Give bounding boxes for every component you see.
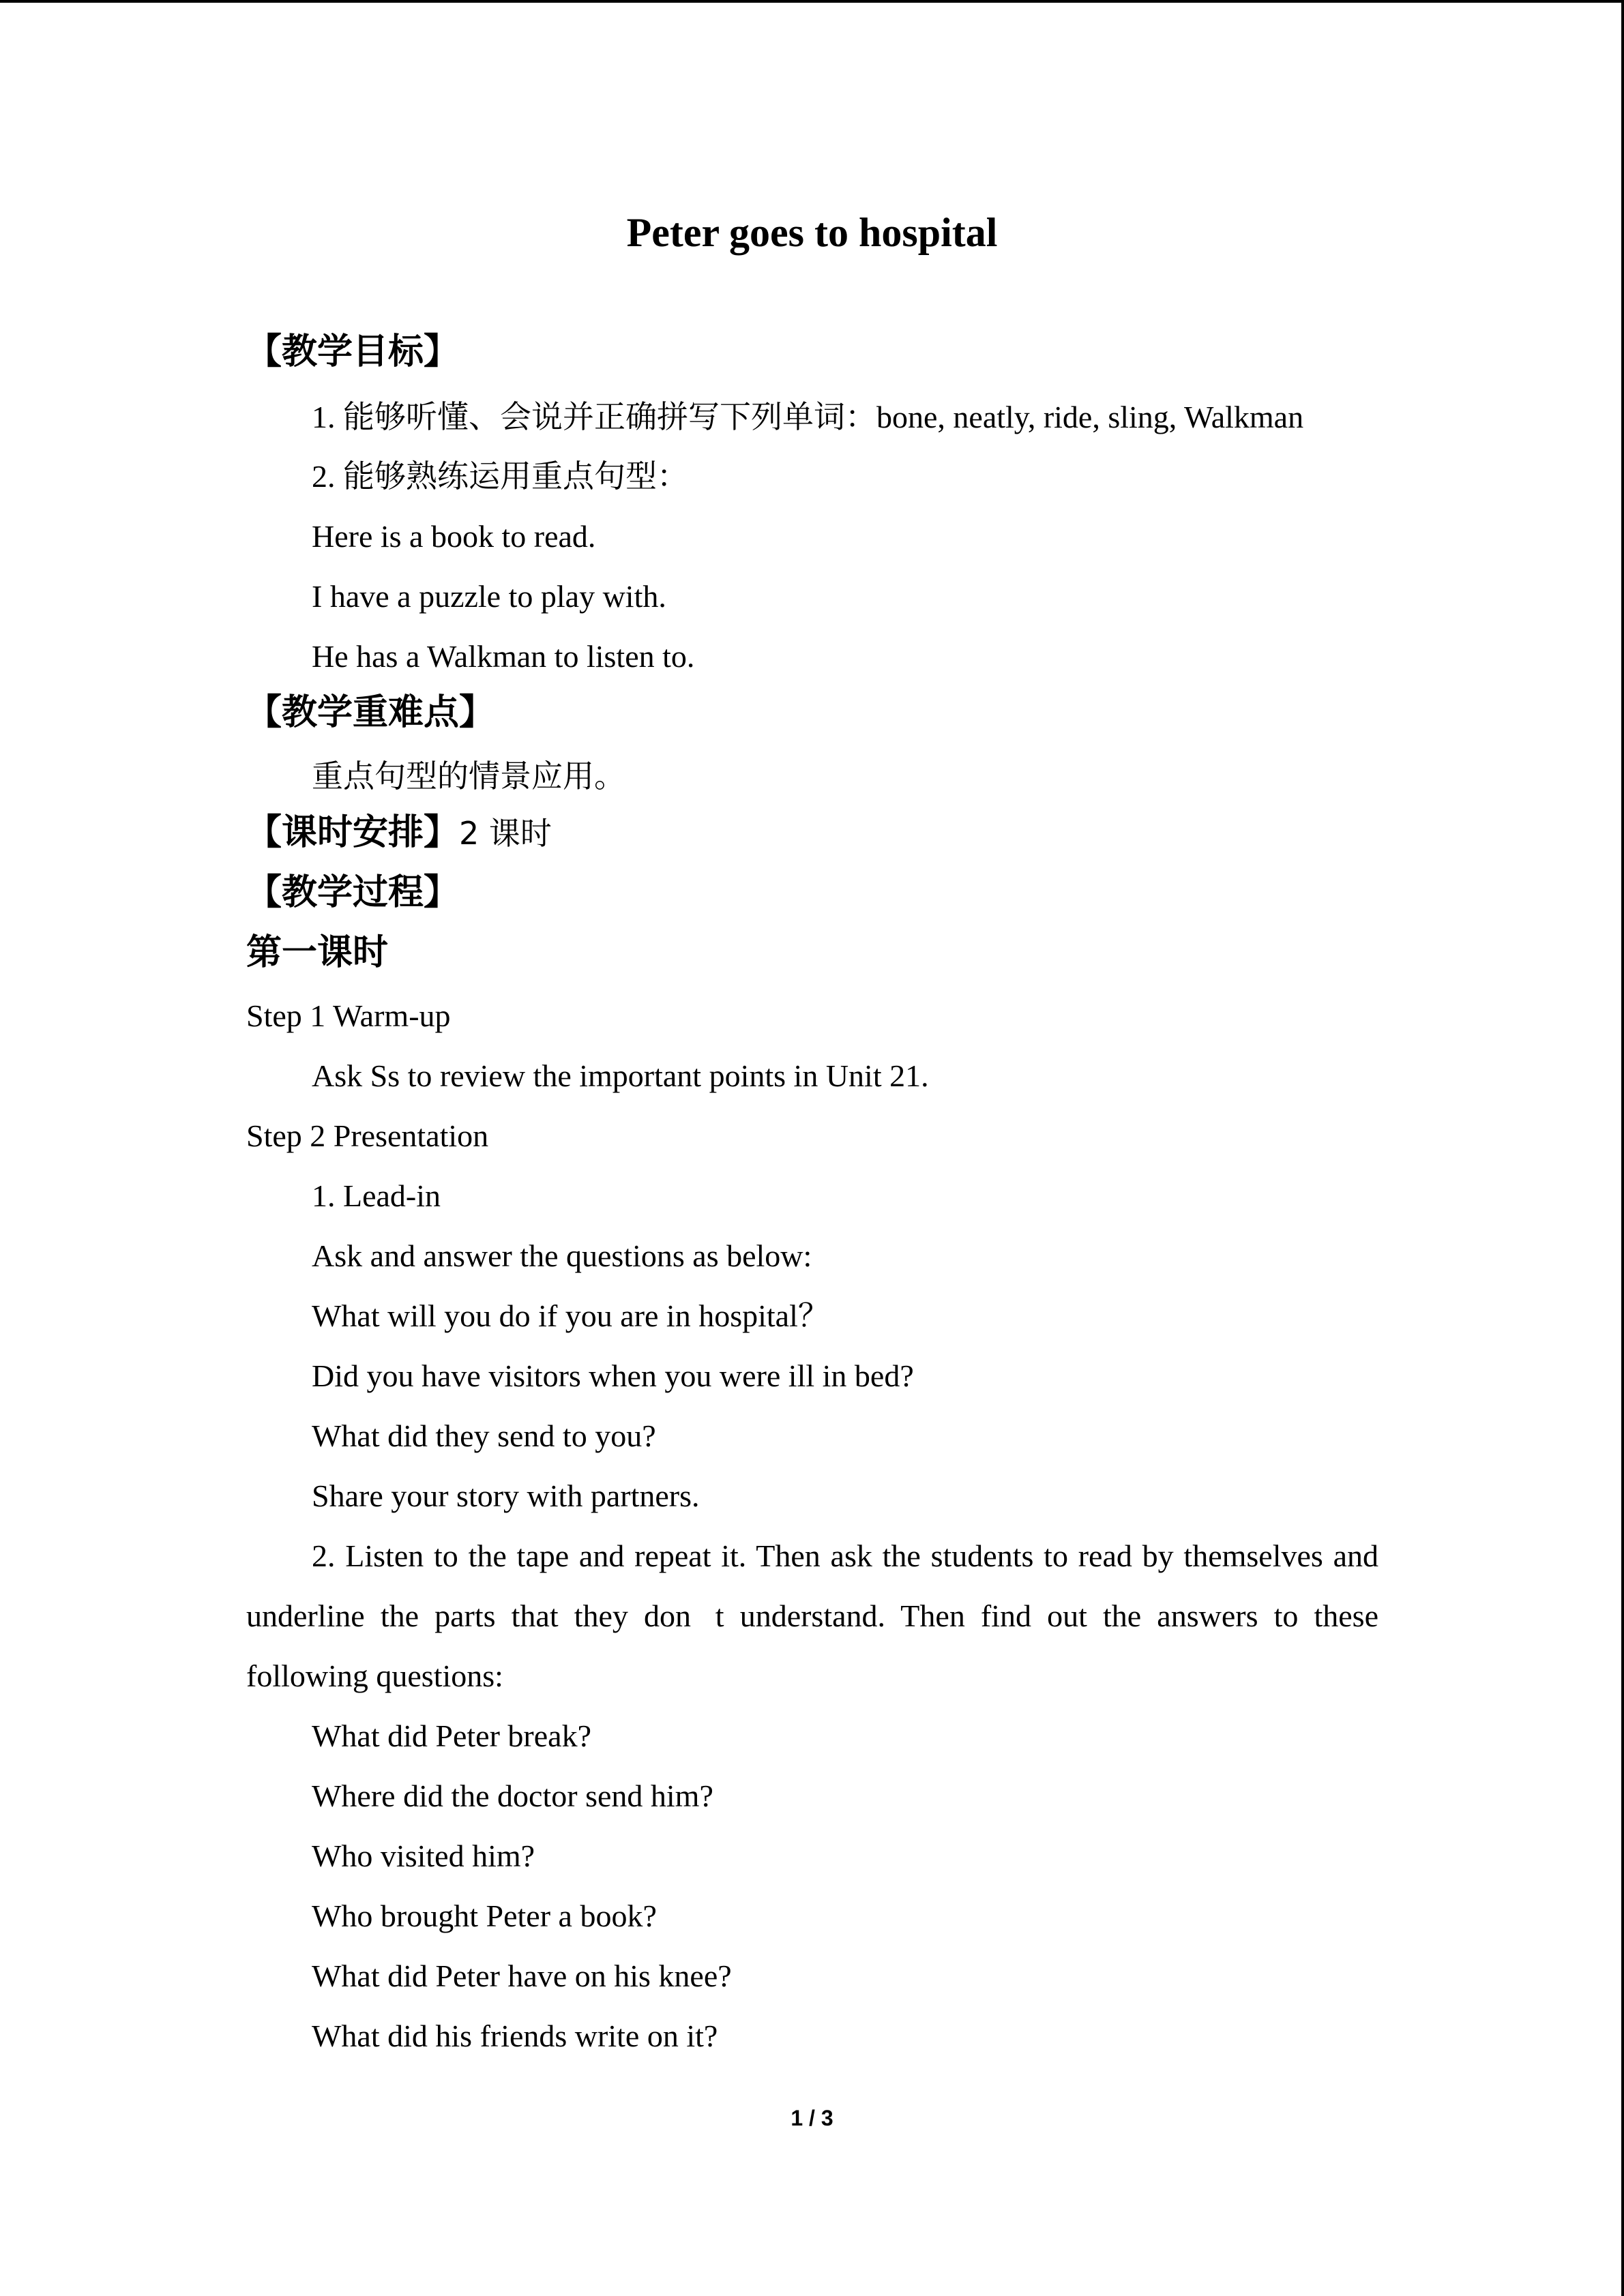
lead-in-intro: Ask and answer the questions as below: (312, 1238, 812, 1273)
sentence-pattern-3: He has a Walkman to listen to. (312, 639, 695, 674)
objective-1: 1. 能够听懂、会说并正确拼写下列单词：bone, neatly, ride, sling, Walkman (312, 400, 1304, 434)
story-question: Where did the doctor send him? (312, 1778, 713, 1813)
schedule-value: 2 课时 (459, 815, 552, 852)
objectives-heading: 【教学目标】 (246, 331, 460, 372)
step-2-heading: Step 2 Presentation (246, 1118, 489, 1153)
lead-in-question: Share your story with partners. (312, 1478, 700, 1513)
page-number: 1 / 3 (791, 2106, 833, 2130)
listen-paragraph-line-3: following questions: (246, 1658, 503, 1693)
listen-paragraph-line-1: 2. Listen to the tape and repeat it. Then ask the students to read by themselves and (312, 1538, 1378, 1573)
lead-in-question: What will you do if you are in hospital？ (312, 1298, 829, 1333)
lead-in-heading: 1. Lead-in (312, 1178, 441, 1213)
step-1-heading: Step 1 Warm-up (246, 998, 451, 1033)
lead-in-question: What did they send to you? (312, 1418, 656, 1453)
story-question: What did Peter break? (312, 1718, 591, 1753)
story-question: Who visited him? (312, 1838, 535, 1873)
listen-paragraph-line-2: underline the parts that they don t understand. Then find out the answers to these (246, 1598, 1378, 1633)
document-title: Peter goes to hospital (626, 210, 998, 255)
story-question: What did his friends write on it? (312, 2018, 718, 2053)
step-1-text: Ask Ss to review the important points in Unit 21. (312, 1058, 929, 1093)
story-question: What did Peter have on his knee? (312, 1958, 732, 1993)
story-question: Who brought Peter a book? (312, 1898, 657, 1933)
sentence-pattern-2: I have a puzzle to play with. (312, 579, 666, 614)
lesson-1-heading: 第一课时 (246, 932, 389, 973)
process-heading: 【教学过程】 (246, 872, 460, 913)
objective-2: 2. 能够熟练运用重点句型： (312, 459, 688, 494)
schedule-heading-label: 【课时安排】 (246, 812, 460, 853)
schedule-heading (246, 812, 552, 854)
sentence-pattern-1: Here is a book to read. (312, 519, 596, 554)
lead-in-question: Did you have visitors when you were ill in bed? (312, 1358, 914, 1393)
key-points-text: 重点句型的情景应用。 (312, 759, 625, 794)
key-points-heading: 【教学重难点】 (246, 692, 495, 733)
